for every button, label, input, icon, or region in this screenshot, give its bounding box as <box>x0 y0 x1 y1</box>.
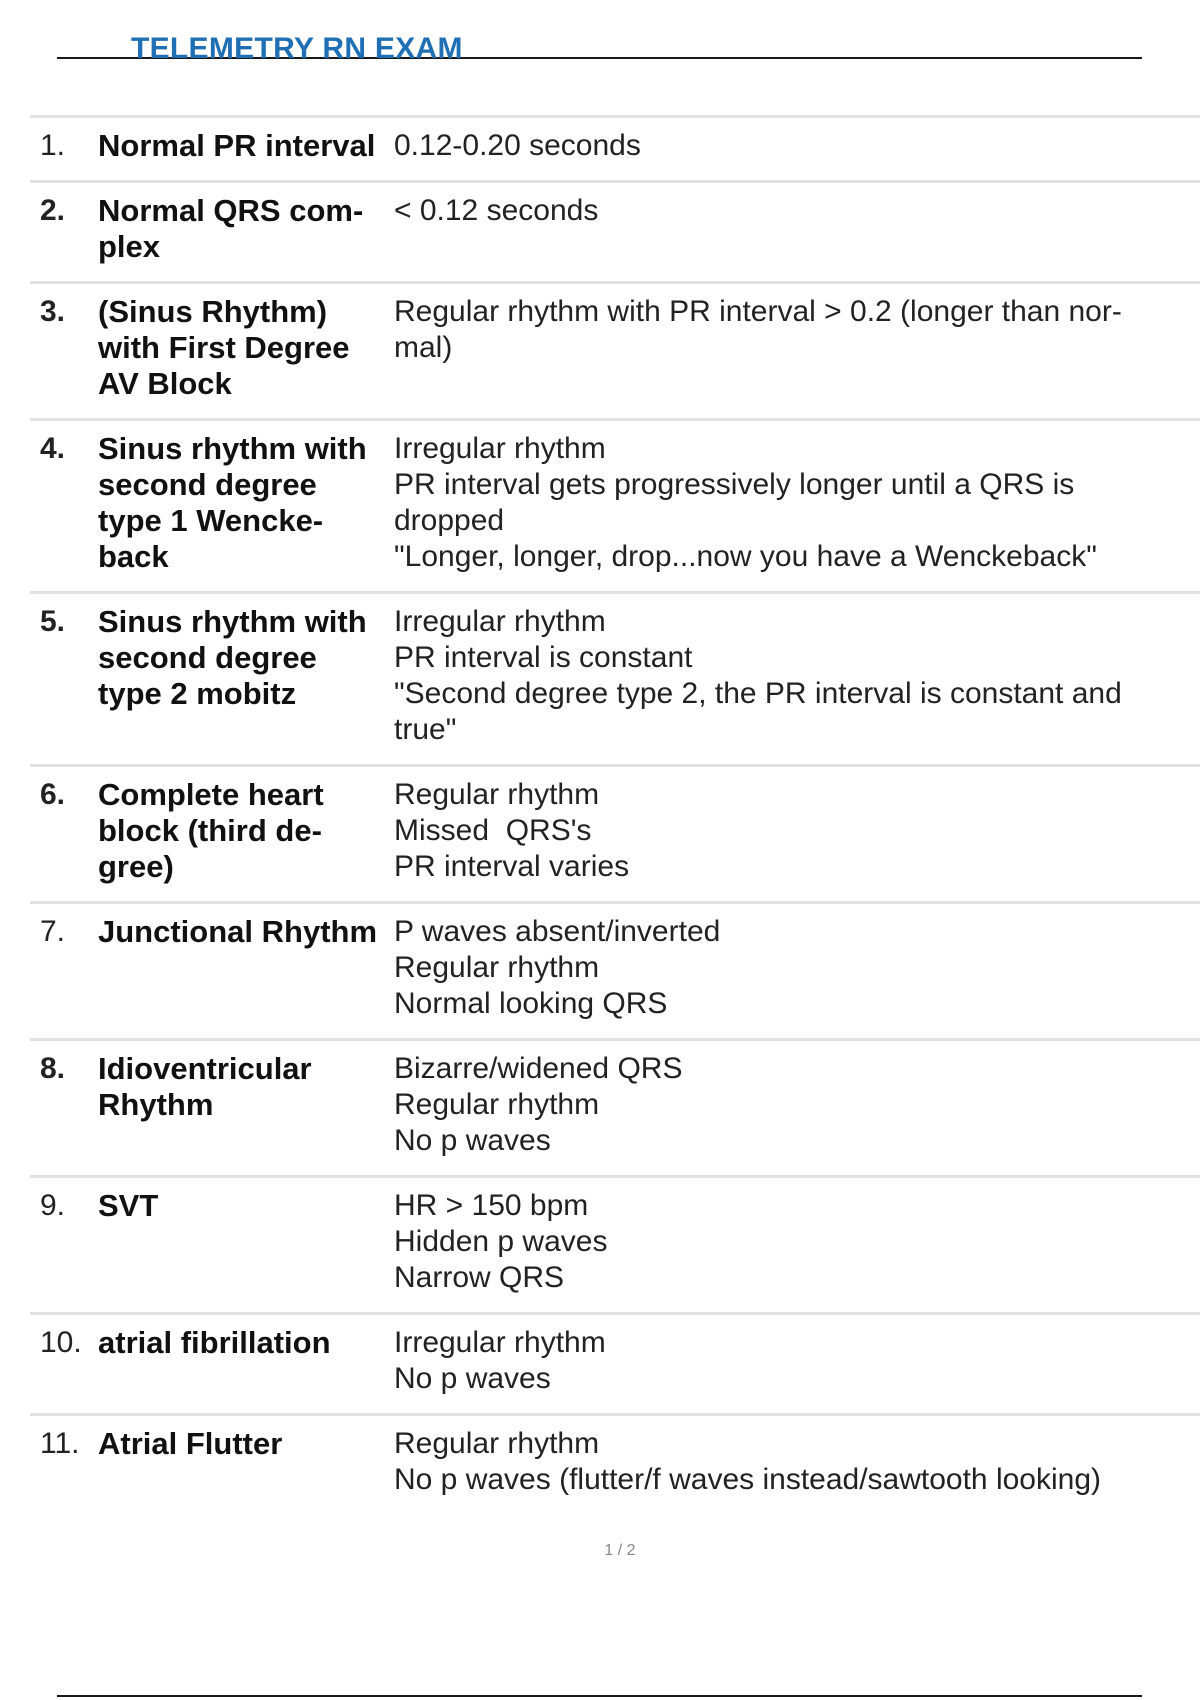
definition-line: Missed QRS's <box>394 814 592 847</box>
card-definition <box>394 1188 1200 1296</box>
card-number: 6. <box>40 778 66 811</box>
definition-line: < 0.12 seconds <box>394 194 599 227</box>
flashcard-row <box>30 1038 1200 1175</box>
flashcard-row <box>30 115 1200 180</box>
card-term: (Sinus Rhythm) with First Degree AV Block <box>98 294 350 401</box>
card-term: Sinus rhythm with second degree type 1 Wencke- back <box>98 431 367 574</box>
flashcard-row <box>30 180 1200 281</box>
card-number: 8. <box>40 1052 66 1085</box>
flashcard-row <box>30 901 1200 1038</box>
card-definition <box>394 1325 1200 1397</box>
card-number: 10. <box>40 1326 82 1359</box>
footer-rule <box>57 1695 1142 1697</box>
card-definition <box>394 777 1200 885</box>
card-term: Sinus rhythm with second degree type 2 mobitz <box>98 604 367 711</box>
flashcard-row <box>30 1312 1200 1413</box>
card-definition <box>394 431 1200 575</box>
definition-line: Regular rhythm <box>394 1088 600 1121</box>
card-definition <box>394 294 1200 366</box>
definition-line: Regular rhythm <box>394 1427 600 1460</box>
flashcard-row <box>30 1175 1200 1312</box>
card-definition <box>394 193 1200 229</box>
definition-line: HR > 150 bpm <box>394 1189 589 1222</box>
card-number: 4. <box>40 432 66 465</box>
card-number: 11. <box>40 1427 80 1460</box>
card-term: Normal PR interval <box>98 128 376 163</box>
definition-line: 0.12-0.20 seconds <box>394 129 641 162</box>
definition-line: Bizarre/widened QRS <box>394 1052 683 1085</box>
page-indicator: 1 / 2 <box>604 1542 636 1559</box>
definition-line: Normal looking QRS <box>394 987 668 1020</box>
definition-line: PR interval gets progressively longer until a QRS is dropped <box>394 468 1075 537</box>
definition-line: Irregular rhythm <box>394 432 606 465</box>
definition-line: PR interval varies <box>394 850 630 883</box>
card-term: Normal QRS com- plex <box>98 193 364 264</box>
definition-line: Narrow QRS <box>394 1261 565 1294</box>
card-definition <box>394 604 1200 748</box>
definition-line: Irregular rhythm <box>394 1326 606 1359</box>
card-term: Junctional Rhythm <box>98 914 378 949</box>
definition-line: P waves absent/inverted <box>394 915 721 948</box>
card-number: 1. <box>40 129 66 162</box>
card-definition <box>394 128 1200 164</box>
flashcard-row <box>30 764 1200 901</box>
card-term: SVT <box>98 1188 159 1223</box>
definition-line: Irregular rhythm <box>394 605 606 638</box>
card-term: atrial fibrillation <box>98 1325 331 1360</box>
flashcard-list <box>30 115 1200 1514</box>
card-number: 3. <box>40 295 66 328</box>
card-number: 7. <box>40 915 66 948</box>
card-number: 2. <box>40 194 66 227</box>
page-header <box>57 32 1142 60</box>
card-number: 9. <box>40 1189 66 1222</box>
card-term: Complete heart block (third de- gree) <box>98 777 324 884</box>
card-definition <box>394 914 1200 1022</box>
card-term: Atrial Flutter <box>98 1426 283 1461</box>
definition-line: Regular rhythm <box>394 951 600 984</box>
definition-line: No p waves <box>394 1362 551 1395</box>
card-definition <box>394 1426 1200 1498</box>
flashcard-row <box>30 1413 1200 1514</box>
definition-line: Hidden p waves <box>394 1225 608 1258</box>
flashcard-row <box>30 418 1200 591</box>
definition-line: No p waves <box>394 1124 551 1157</box>
card-term: Idioventricular Rhythm <box>98 1051 312 1122</box>
card-definition <box>394 1051 1200 1159</box>
definition-line: Regular rhythm <box>394 778 600 811</box>
definition-line: No p waves (flutter/f waves instead/sawtooth looking) <box>394 1463 1102 1496</box>
definition-line: PR interval is constant <box>394 641 693 674</box>
card-number: 5. <box>40 605 66 638</box>
document-title: TELEMETRY RN EXAM <box>131 32 463 58</box>
flashcard-row <box>30 281 1200 418</box>
definition-line: Regular rhythm with PR interval > 0.2 (longer than nor- mal) <box>394 295 1122 364</box>
definition-line: "Second degree type 2, the PR interval is constant and true" <box>394 677 1122 746</box>
definition-line: "Longer, longer, drop...now you have a Wenckeback" <box>394 540 1097 573</box>
flashcard-row <box>30 591 1200 764</box>
